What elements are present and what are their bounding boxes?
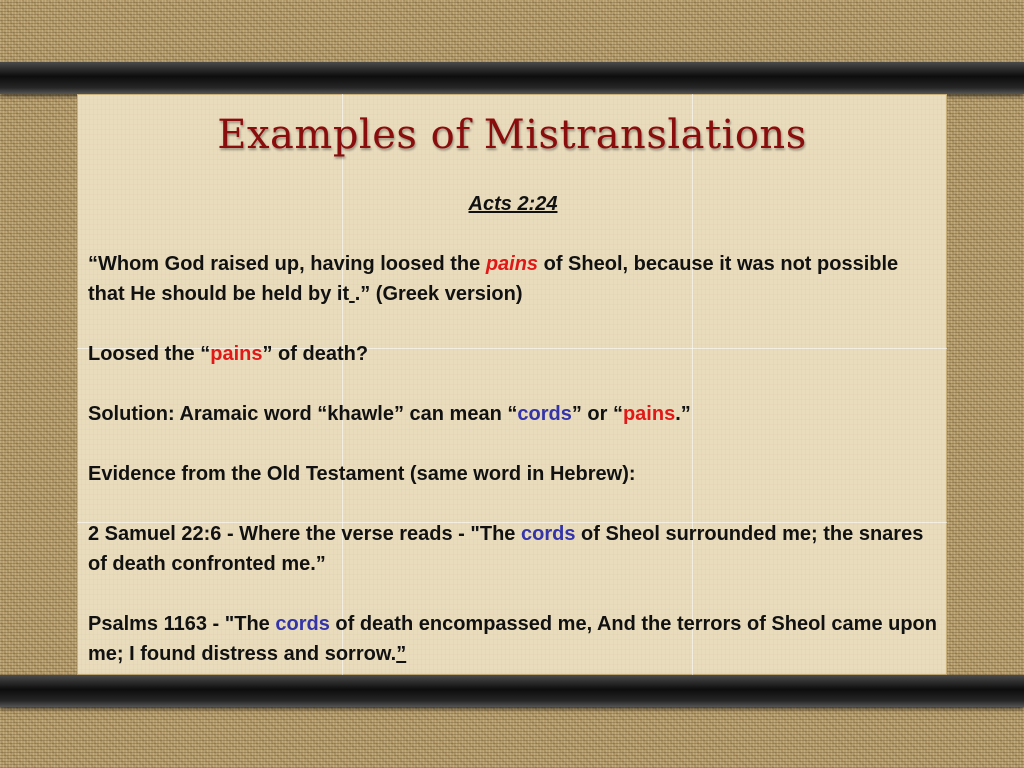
bottom-frame-bar: [0, 675, 1024, 707]
cords-highlight: cords: [521, 523, 576, 545]
solution-text: .”: [675, 403, 691, 425]
solution-text: Solution: Aramaic word “khawle” can mean “: [88, 403, 518, 425]
quote-text: of Sheol, because it was not possible that He should be held by it: [88, 253, 899, 305]
cords-highlight: cords: [517, 403, 572, 425]
psalms-verse: [88, 609, 938, 669]
slide-title: Examples of Mistranslations: [217, 112, 807, 158]
verse-text: ”: [396, 643, 407, 665]
evidence-line: Evidence from the Old Testament (same word in Hebrew):: [88, 463, 636, 485]
quote-text: “Whom God raised up, having loosed the: [88, 253, 486, 275]
scripture-reference: Acts 2:24: [468, 193, 558, 215]
pains-highlight: pains: [485, 253, 539, 275]
verse-text: Psalms 1163 - "The: [88, 613, 276, 635]
cords-highlight: cords: [275, 613, 330, 635]
quote-text: .” (Greek version): [354, 283, 523, 305]
verse-text: 2 Samuel 22:6 - Where the verse reads - "The: [88, 523, 521, 545]
pains-highlight: pains: [622, 403, 676, 425]
acts-quote: [88, 249, 938, 309]
verse-text: of death encompassed me, And the terrors of Sheol came upon me; I found distress and sorrow.: [88, 613, 937, 665]
slide-panel: [77, 94, 947, 675]
top-frame-bar: [0, 62, 1024, 94]
question-text: Loosed the “: [88, 343, 211, 365]
question-line: [88, 339, 938, 369]
samuel-verse: [88, 519, 938, 579]
question-text: ” of death?: [262, 343, 369, 365]
slide-body: [88, 189, 938, 669]
verse-text: of Sheol surrounded me; the snares of death confronted me.”: [88, 523, 924, 575]
solution-line: [88, 399, 938, 429]
solution-text: ” or “: [571, 403, 623, 425]
pains-highlight: pains: [210, 343, 263, 365]
